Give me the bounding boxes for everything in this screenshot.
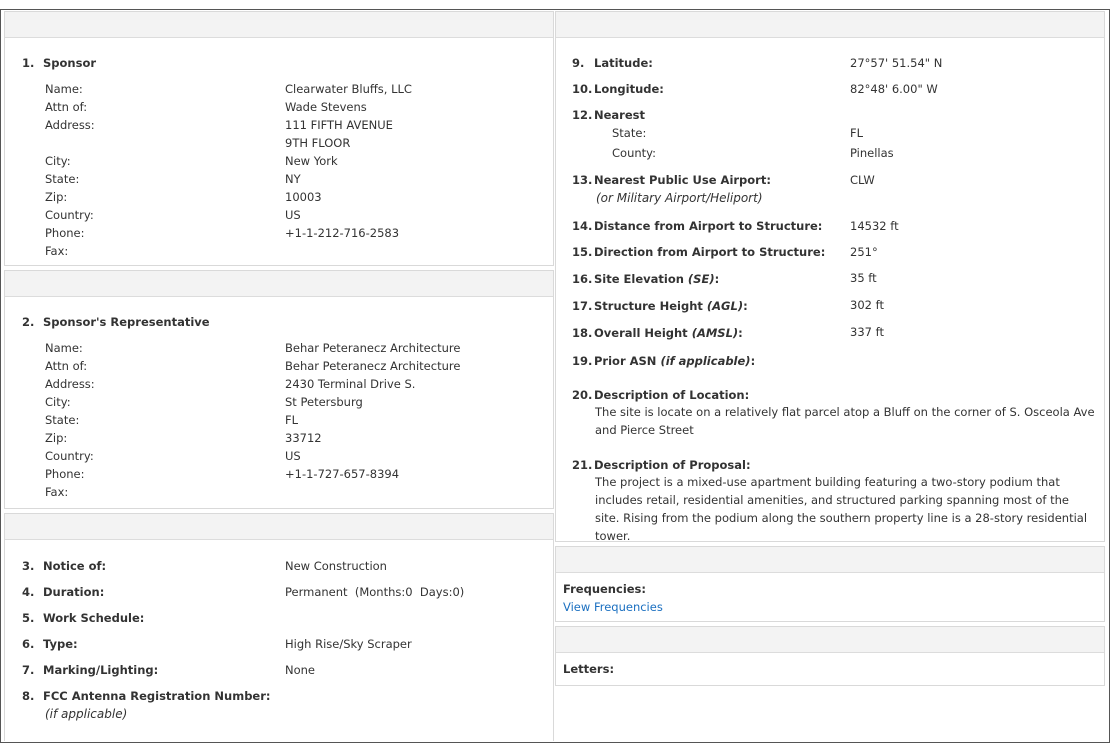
struct-h-label-text: Structure Height bbox=[594, 299, 707, 313]
desc-prop-label: Description of Proposal: bbox=[594, 458, 751, 472]
struct-h-label bbox=[594, 299, 748, 313]
site-elev-label-italic: (SE) bbox=[687, 272, 715, 286]
panel-header bbox=[556, 12, 1104, 38]
marking-label: Marking/Lighting: bbox=[43, 663, 159, 677]
work-schedule-label: Work Schedule: bbox=[43, 611, 145, 625]
struct-h-label-end: : bbox=[743, 299, 748, 313]
sponsor-address2-value: 9TH FLOOR bbox=[285, 136, 351, 150]
rep-zip-value: 33712 bbox=[285, 431, 322, 445]
desc-loc-num: 20. bbox=[572, 388, 593, 402]
prior-asn-label-text: Prior ASN bbox=[594, 354, 661, 368]
type-value: High Rise/Sky Scraper bbox=[285, 637, 412, 651]
duration-value: Permanent (Months:0 Days:0) bbox=[285, 585, 465, 599]
sponsor-city-label: City: bbox=[45, 154, 71, 168]
lon-label: Longitude: bbox=[594, 82, 664, 96]
sponsor-name-value: Clearwater Bluffs, LLC bbox=[285, 82, 412, 96]
rep-name-value: Behar Peteranecz Architecture bbox=[285, 341, 461, 355]
overall-h-value: 337 ft bbox=[850, 325, 884, 339]
desc-prop-num: 21. bbox=[572, 458, 593, 472]
nearest-county-value: Pinellas bbox=[850, 146, 894, 160]
notice-label: Notice of: bbox=[43, 559, 107, 573]
sponsor-num: 1. bbox=[22, 56, 35, 70]
rep-phone-value: +1-1-727-657-8394 bbox=[285, 467, 400, 481]
nearest-num: 12. bbox=[572, 108, 593, 122]
sponsor-title: Sponsor bbox=[43, 56, 97, 70]
airport-label: Nearest Public Use Airport: bbox=[594, 173, 771, 187]
nearest-label: Nearest bbox=[594, 108, 645, 122]
representative-panel bbox=[4, 270, 554, 509]
overall-h-label-end: : bbox=[738, 326, 743, 340]
airport-num: 13. bbox=[572, 173, 593, 187]
site-elev-label-end: : bbox=[714, 272, 720, 286]
prior-asn-num: 19. bbox=[572, 354, 593, 368]
nearest-state-value: FL bbox=[850, 126, 864, 140]
duration-label: Duration: bbox=[43, 585, 105, 599]
notice-num: 3. bbox=[22, 559, 35, 573]
prior-asn-label-end: : bbox=[750, 354, 756, 368]
rep-attn-label: Attn of: bbox=[45, 359, 88, 373]
sponsor-state-label: State: bbox=[45, 172, 80, 186]
letters-panel bbox=[555, 626, 1105, 686]
lon-num: 10. bbox=[572, 82, 593, 96]
site-elev-label bbox=[594, 272, 719, 286]
sponsor-zip-label: Zip: bbox=[45, 190, 68, 204]
distance-num: 14. bbox=[572, 219, 593, 233]
sponsor-phone-value: +1-1-212-716-2583 bbox=[285, 226, 400, 240]
duration-num: 4. bbox=[22, 585, 35, 599]
rep-country-value: US bbox=[285, 449, 301, 463]
site-elev-label-text: Site Elevation bbox=[594, 272, 688, 286]
distance-label: Distance from Airport to Structure: bbox=[594, 219, 823, 233]
overall-h-label-italic: (AMSL) bbox=[691, 326, 739, 340]
panel-header bbox=[5, 514, 553, 540]
nearest-state-label: State: bbox=[612, 126, 647, 140]
desc-loc-text: The site is locate on a relatively flat parcel atop a Bluff on the corner of S. Osceola Ave and Pierce Street bbox=[595, 405, 1095, 437]
overall-h-label bbox=[594, 326, 743, 340]
site-elev-num: 16. bbox=[572, 272, 593, 286]
panel-header bbox=[5, 12, 553, 38]
rep-address-value: 2430 Terminal Drive S. bbox=[285, 377, 416, 391]
letters-label: Letters: bbox=[563, 662, 615, 676]
overall-h-label-text: Overall Height bbox=[594, 326, 692, 340]
frequencies-label: Frequencies: bbox=[563, 582, 646, 596]
sponsor-fax-label: Fax: bbox=[45, 244, 69, 258]
airport-value: CLW bbox=[850, 173, 875, 187]
direction-value: 251° bbox=[850, 245, 878, 259]
panel-header bbox=[556, 547, 1104, 573]
fcc-num: 8. bbox=[22, 689, 35, 703]
sponsor-state-value: NY bbox=[285, 172, 301, 186]
sponsor-phone-label: Phone: bbox=[45, 226, 85, 240]
sponsor-panel bbox=[4, 11, 554, 266]
direction-label: Direction from Airport to Structure: bbox=[594, 245, 826, 259]
rep-title: Sponsor's Representative bbox=[43, 315, 210, 329]
struct-h-num: 17. bbox=[572, 299, 593, 313]
sponsor-country-value: US bbox=[285, 208, 301, 222]
direction-num: 15. bbox=[572, 245, 593, 259]
desc-prop-text: The project is a mixed-use apartment building featuring a two-story podium that includes retail, residential amenities, and structured parking spanning most of the site. Rising from the podium along the southern property line is a 28-story residential tower. bbox=[595, 475, 1088, 543]
rep-zip-label: Zip: bbox=[45, 431, 68, 445]
sponsor-address1-value: 111 FIFTH AVENUE bbox=[285, 118, 393, 132]
rep-phone-label: Phone: bbox=[45, 467, 85, 481]
rep-num: 2. bbox=[22, 315, 35, 329]
lat-label: Latitude: bbox=[594, 56, 653, 70]
site-elev-value: 35 ft bbox=[850, 271, 877, 285]
sponsor-name-label: Name: bbox=[45, 82, 83, 96]
rep-city-label: City: bbox=[45, 395, 71, 409]
notice-panel bbox=[4, 513, 554, 741]
sponsor-attn-value: Wade Stevens bbox=[285, 100, 367, 114]
prior-asn-label-italic: (if applicable) bbox=[660, 354, 751, 368]
location-panel bbox=[555, 11, 1105, 542]
distance-value: 14532 ft bbox=[850, 219, 899, 233]
lat-num: 9. bbox=[572, 56, 585, 70]
fcc-label: FCC Antenna Registration Number: bbox=[43, 689, 271, 703]
notice-value: New Construction bbox=[285, 559, 387, 573]
rep-attn-value: Behar Peteranecz Architecture bbox=[285, 359, 461, 373]
marking-num: 7. bbox=[22, 663, 35, 677]
lon-value: 82°48' 6.00" W bbox=[850, 82, 938, 96]
sponsor-country-label: Country: bbox=[45, 208, 94, 222]
sponsor-city-value: New York bbox=[285, 154, 338, 168]
rep-name-label: Name: bbox=[45, 341, 83, 355]
work-schedule-num: 5. bbox=[22, 611, 35, 625]
overall-h-num: 18. bbox=[572, 326, 593, 340]
type-num: 6. bbox=[22, 637, 35, 651]
struct-h-label-italic: (AGL) bbox=[706, 299, 744, 313]
desc-loc-label: Description of Location: bbox=[594, 388, 750, 402]
rep-state-value: FL bbox=[285, 413, 299, 427]
sponsor-zip-value: 10003 bbox=[285, 190, 322, 204]
fcc-sub: (if applicable) bbox=[45, 707, 128, 721]
airport-sub: (or Military Airport/Heliport) bbox=[596, 191, 763, 205]
nearest-county-label: County: bbox=[612, 146, 656, 160]
sponsor-attn-label: Attn of: bbox=[45, 100, 88, 114]
top-strip bbox=[0, 0, 1113, 9]
lat-value: 27°57' 51.54" N bbox=[850, 56, 943, 70]
prior-asn-label bbox=[594, 354, 755, 368]
marking-value: None bbox=[285, 663, 316, 677]
frequencies-panel bbox=[555, 546, 1105, 622]
rep-fax-label: Fax: bbox=[45, 485, 69, 499]
panel-header bbox=[5, 271, 553, 297]
struct-h-value: 302 ft bbox=[850, 298, 884, 312]
view-frequencies-link[interactable]: View Frequencies bbox=[563, 600, 663, 614]
sponsor-address-label: Address: bbox=[45, 118, 95, 132]
rep-country-label: Country: bbox=[45, 449, 94, 463]
panel-header bbox=[556, 627, 1104, 653]
type-label: Type: bbox=[43, 637, 78, 651]
rep-address-label: Address: bbox=[45, 377, 95, 391]
rep-state-label: State: bbox=[45, 413, 80, 427]
rep-city-value: St Petersburg bbox=[285, 395, 363, 409]
